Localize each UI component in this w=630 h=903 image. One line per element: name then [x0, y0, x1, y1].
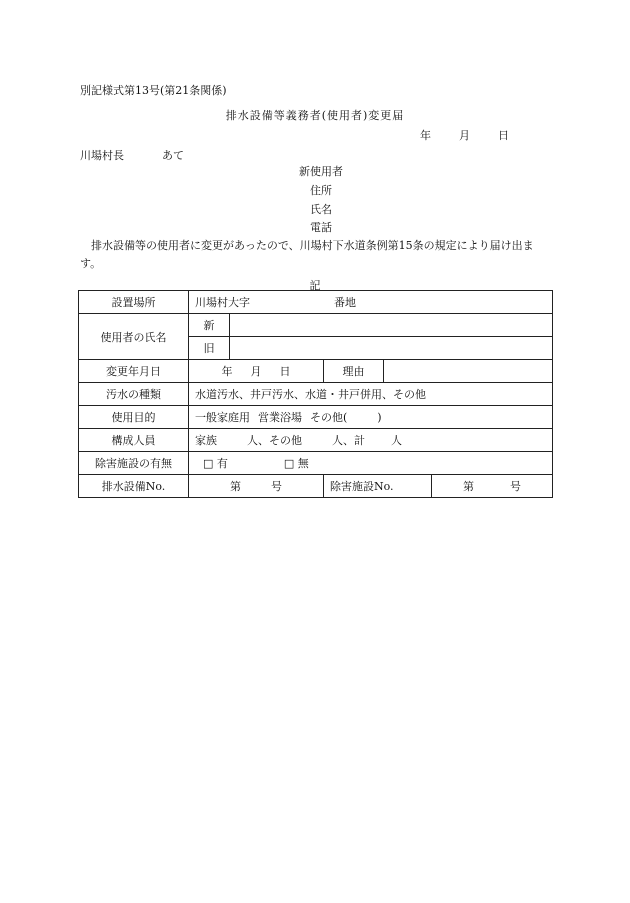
user-name-label: 使用者の氏名 [79, 314, 189, 360]
old-user-name-field[interactable] [230, 337, 553, 360]
members-person3: 人 [391, 434, 402, 447]
table-row [79, 406, 553, 429]
month-label: 月 [459, 129, 470, 142]
table-row [79, 360, 553, 383]
sewage-type-options[interactable]: 水道汚水、井戸汚水、水道・井戸併用、その他 [189, 383, 553, 406]
change-year: 年 [221, 365, 233, 378]
year-label: 年 [420, 129, 431, 142]
form-title: 排水設備等義務者(使用者)変更届 [225, 109, 405, 122]
purpose-close: ) [377, 411, 382, 424]
members-family: 家族 [195, 434, 217, 447]
members-person2: 人、計 [332, 434, 365, 447]
body-text: 排水設備等の使用者に変更があったので、川場村下水道条例第15条の規定により届け出ます。 [80, 239, 534, 270]
remover-no[interactable]: □ 無 [283, 457, 309, 470]
sewage-type-label: 汚水の種類 [79, 383, 189, 406]
purpose-other: その他( [310, 411, 348, 424]
reason-label: 理由 [324, 360, 384, 383]
purpose-household: 一般家庭用 [195, 411, 250, 424]
drain-no-label: 排水設備No. [79, 475, 189, 498]
table-row [79, 452, 553, 475]
location-banchi: 番地 [334, 296, 356, 309]
remover-no-label: 除害施設No. [324, 475, 432, 498]
new-label: 新 [189, 314, 230, 337]
purpose-label: 使用目的 [79, 406, 189, 429]
form-number: 別記様式第13号(第21条関係) [80, 84, 227, 97]
applicant-name-label: 氏名 [310, 203, 332, 216]
remover-options[interactable] [189, 452, 553, 475]
purpose-options[interactable] [189, 406, 553, 429]
old-label: 旧 [189, 337, 230, 360]
location-field[interactable] [189, 291, 553, 314]
remover-label: 除害施設の有無 [79, 452, 189, 475]
applicant-phone-label: 電話 [310, 221, 332, 234]
detail-table [78, 290, 553, 498]
remover-dai: 第 [463, 480, 474, 493]
drain-dai: 第 [230, 480, 241, 493]
ki-heading: 記 [309, 279, 321, 292]
table-row [79, 314, 553, 337]
members-label: 構成人員 [79, 429, 189, 452]
change-date-label: 変更年月日 [79, 360, 189, 383]
remover-yes[interactable]: □ 有 [203, 457, 228, 470]
reason-field[interactable] [384, 360, 553, 383]
table-row [79, 383, 553, 406]
purpose-bathhouse: 営業浴場 [258, 411, 302, 424]
addressee-name: 川場村長 [80, 149, 124, 162]
location-label: 設置場所 [79, 291, 189, 314]
table-row [79, 429, 553, 452]
submission-date [420, 127, 509, 143]
members-person1: 人、その他 [247, 434, 302, 447]
drain-gou: 号 [271, 480, 282, 493]
applicant-address-label: 住所 [310, 184, 332, 197]
day-label: 日 [498, 129, 509, 142]
change-date-field[interactable] [189, 360, 324, 383]
drain-no-field[interactable] [189, 475, 324, 498]
applicant-header: 新使用者 [299, 165, 343, 178]
new-user-name-field[interactable] [230, 314, 553, 337]
remover-gou: 号 [510, 480, 521, 493]
addressee [80, 147, 184, 163]
members-field[interactable] [189, 429, 553, 452]
remover-no-field[interactable] [432, 475, 553, 498]
location-village: 川場村大字 [195, 296, 250, 309]
addressee-to: あて [162, 149, 184, 162]
table-row [79, 475, 553, 498]
change-month: 月 [250, 365, 262, 378]
table-row [79, 291, 553, 314]
change-day: 日 [279, 365, 291, 378]
